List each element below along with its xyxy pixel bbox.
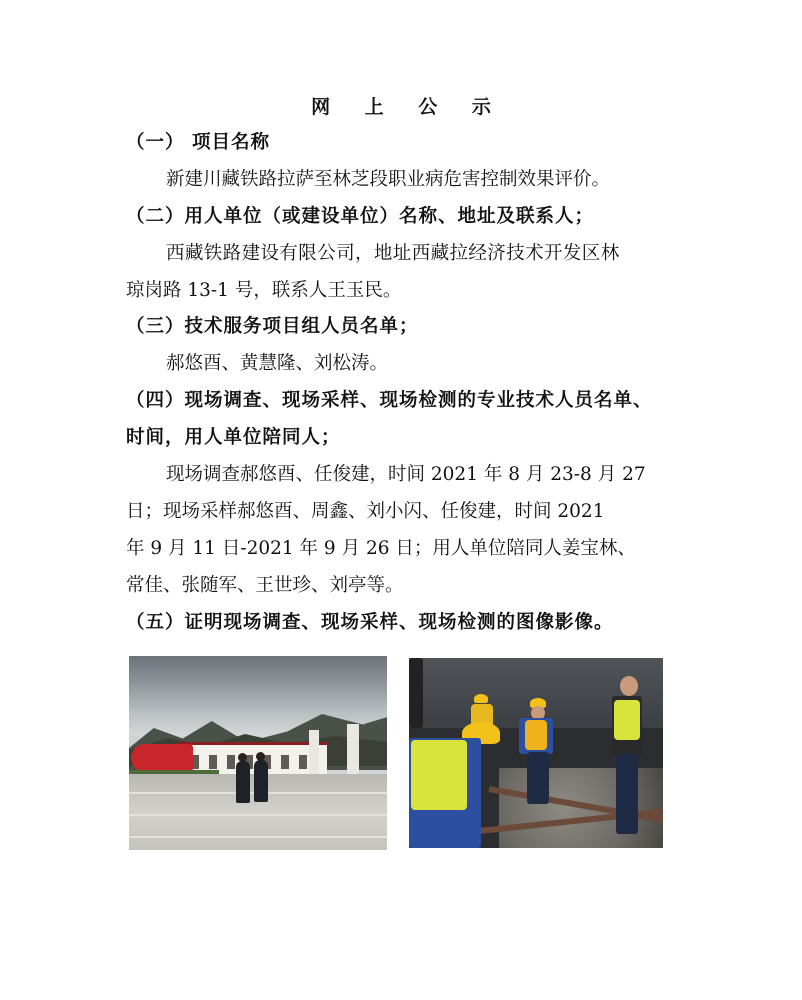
section-2-body-line-1: 西藏铁路建设有限公司，地址西藏拉经济技术开发区林 <box>166 243 620 264</box>
section-4-heading-line-1: （四）现场调查、现场采样、现场检测的专业技术人员名单、 <box>126 390 653 411</box>
section-5-heading: （五）证明现场调查、现场采样、现场检测的图像影像。 <box>126 612 614 633</box>
section-4-body-line-1: 现场调查郝悠酉、任俊建，时间 2021 年 8 月 23-8 月 27 <box>166 464 646 485</box>
section-2-body-line-2: 琼岗路 13-1 号，联系人王玉民。 <box>126 280 402 301</box>
section-4-body-line-2: 日；现场采样郝悠酉、周鑫、刘小闪、任俊建，时间 2021 <box>126 501 605 522</box>
section-3-heading: （三）技术服务项目组人员名单； <box>126 316 419 337</box>
page-title: 网 上 公 示 <box>311 96 505 118</box>
section-1-body-line-1: 新建川藏铁路拉萨至林芝段职业病危害控制效果评价。 <box>166 169 611 190</box>
section-1-heading: （一） 项目名称 <box>126 132 270 153</box>
site-photo-tunnel <box>409 658 663 848</box>
section-4-body-line-3: 年 9 月 11 日-2021 年 9 月 26 日；用人单位陪同人姜宝林、 <box>126 538 636 559</box>
section-4-body-line-4: 常佳、张随军、王世珍、刘亭等。 <box>126 575 404 596</box>
section-4-heading-line-2: 时间，用人单位陪同人； <box>126 427 341 448</box>
site-photo-station <box>129 656 387 850</box>
section-2-heading: （二）用人单位（或建设单位）名称、地址及联系人； <box>126 206 595 227</box>
section-3-body-line-1: 郝悠酉、黄慧隆、刘松涛。 <box>166 353 389 374</box>
